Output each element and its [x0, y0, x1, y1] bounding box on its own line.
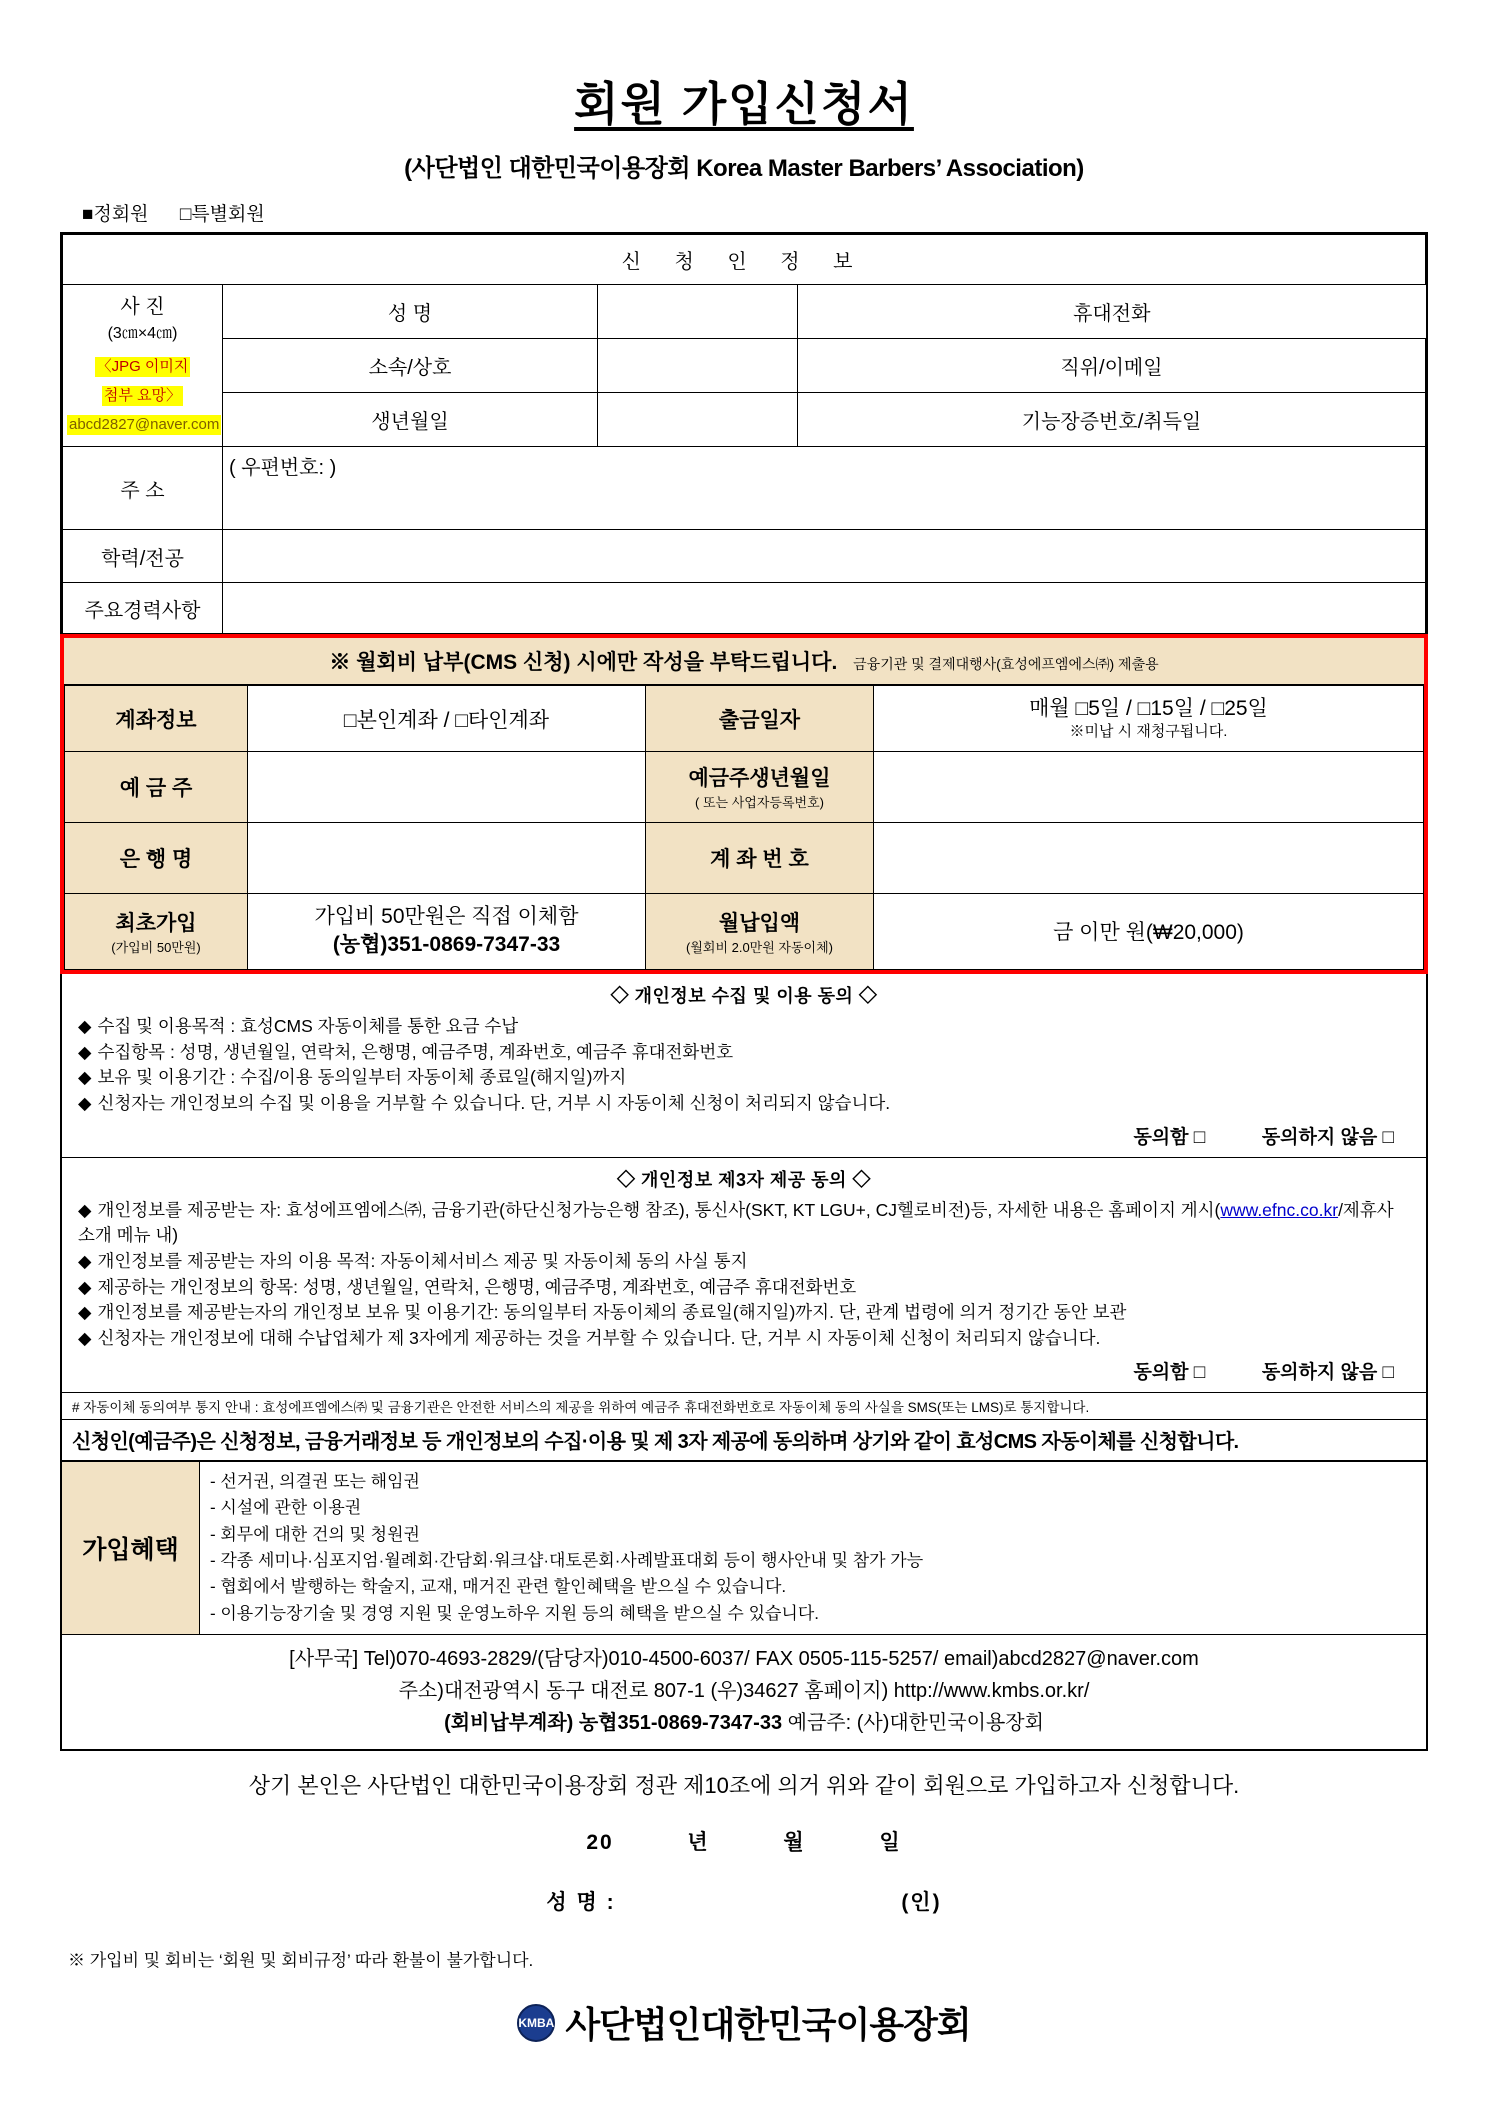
holder-birth-sub: ( 또는 사업자등록번호)	[695, 795, 824, 811]
monthly-sub: (월회비 2.0만원 자동이체)	[686, 939, 833, 955]
applicant-section-title: 신 청 인 정 보	[63, 235, 1426, 285]
declaration-text: 신청인(예금주)은 신청정보, 금융거래정보 등 개인정보의 수집·이용 및 제 3자 제공에 동의하며 상기와 같이 효성CMS 자동이체를 신청합니다.	[60, 1420, 1428, 1461]
consent1-item: ◆ 신청자는 개인정보의 수집 및 이용을 거부할 수 있습니다. 단, 거부 시 자동이체 신청이 처리되지 않습니다.	[78, 1093, 891, 1114]
page-title: 회원 가입신청서	[574, 78, 914, 130]
signature-line	[60, 1886, 1428, 1916]
sms-notice: # 자동이체 동의여부 통지 안내 : 효성에프엠에스㈜ 및 금융기관은 안전한 서비스의 제공을 위하여 예금주 휴대전화번호로 자동이체 동의 사실을 SMS(또는 LMS)로 통지합니다.	[60, 1393, 1428, 1420]
cms-value-first-join	[248, 893, 646, 969]
monthly-text: 월납입액	[718, 911, 801, 935]
closing-statement: 상기 본인은 사단법인 대한민국이용장회 정관 제10조에 의거 위와 같이 회원으로 가입하고자 신청합니다.	[248, 1773, 1240, 1799]
cms-label-account-info: 계좌정보	[65, 686, 248, 752]
cms-label-account-no: 계 좌 번 호	[646, 822, 874, 893]
checkbox-regular-member[interactable]: ■정회원	[82, 204, 149, 225]
benefits-list	[200, 1462, 1428, 1635]
benefit-item: - 회무에 대한 건의 및 청원권	[210, 1524, 420, 1544]
member-type-row	[60, 199, 1428, 226]
field-label-birthdate: 생년월일	[223, 393, 598, 447]
cms-label-holder: 예 금 주	[65, 751, 248, 822]
field-value-birthdate[interactable]	[598, 393, 798, 447]
cms-label-holder-birth	[646, 751, 874, 822]
field-value-affiliation[interactable]	[598, 339, 798, 393]
holder-birth-text: 예금주생년월일	[688, 767, 831, 791]
cms-notice-sub: 금융기관 및 결제대행사(효성에프엠에스㈜) 제출용	[853, 656, 1159, 673]
consent2-agree-checkbox[interactable]: 동의함 □	[1133, 1362, 1206, 1384]
field-label-career: 주요경력사항	[63, 583, 223, 634]
first-join-line2: (농협)351-0869-7347-33	[332, 933, 561, 957]
cms-notice	[64, 638, 1424, 685]
benefits-table	[60, 1461, 1428, 1635]
cms-value-bank[interactable]	[248, 822, 646, 893]
cms-value-holder[interactable]	[248, 751, 646, 822]
cms-label-bank: 은 행 명	[65, 822, 248, 893]
consent2-item: ◆ 개인정보를 제공받는 자의 이용 목적: 자동이체서비스 제공 및 자동이체 동의 사실 통지	[78, 1250, 748, 1271]
photo-note-line1: 〈JPG 이미지	[95, 357, 191, 377]
consent2-item: ◆ 개인정보를 제공받는자의 개인정보 보유 및 이용기간: 동의일부터 자동이체의 종료일(해지일)까지. 단, 관계 법령에 의거 정기간 동안 보관	[78, 1302, 1127, 1323]
field-label-name: 성 명	[223, 285, 598, 339]
field-value-address[interactable]: ( 우편번호: )	[223, 447, 1426, 530]
seal-mark: (인)	[901, 1891, 942, 1915]
signature-label: 성 명 :	[546, 1891, 616, 1915]
field-label-license: 기능장증번호/취득일	[798, 393, 1426, 447]
benefit-item: - 시설에 관한 이용권	[210, 1498, 362, 1518]
cms-value-holder-birth[interactable]	[874, 751, 1424, 822]
date-year-label: 년	[687, 1831, 710, 1855]
benefit-item: - 이용기능장기술 및 경영 지원 및 운영노하우 지원 등의 혜택을 받으실 수 있습니다.	[210, 1603, 819, 1623]
cms-value-account-info[interactable]: □본인계좌 / □타인계좌	[248, 686, 646, 752]
cms-label-withdraw-day: 출금일자	[646, 686, 874, 752]
office-info	[60, 1635, 1428, 1751]
field-label-education: 학력/전공	[63, 530, 223, 583]
cms-value-monthly: 금 이만 원(₩20,000)	[874, 893, 1424, 969]
benefit-item: - 선거권, 의결권 또는 해임권	[210, 1472, 420, 1492]
field-value-education[interactable]	[223, 530, 1426, 583]
consent2-title: ◇ 개인정보 제3자 제공 동의 ◇	[617, 1170, 871, 1191]
office-account-rest: 예금주: (사)대한민국이용장회	[782, 1712, 1044, 1735]
photo-cell	[63, 285, 223, 447]
photo-size: (3㎝×4㎝)	[107, 325, 178, 342]
checkbox-special-member[interactable]: □특별회원	[179, 204, 265, 225]
field-label-position-email: 직위/이메일	[798, 339, 1426, 393]
cms-section	[60, 634, 1428, 973]
office-line-1: [사무국] Tel)070-4693-2829/(담당자)010-4500-6037/ FAX 0505-115-5257/ email)abcd2827@naver.com	[289, 1648, 1199, 1671]
benefits-label: 가입혜택	[61, 1462, 200, 1635]
consent2-item: ◆ 개인정보를 제공받는 자: 효성에프엠에스㈜, 금융기관(하단신청가능은행 참조), 통신사(SKT, KT LGU+, CJ헬로비전)등, 자세한 내용은 홈페이지 게시(www.efnc.co.kr/제휴사 소개 메뉴 내)	[78, 1200, 1394, 1245]
cms-value-account-no[interactable]	[874, 822, 1424, 893]
consent1-item: ◆ 수집 및 이용목적 : 효성CMS 자동이체를 통한 요금 수납	[78, 1015, 519, 1036]
consent1-agree-checkbox[interactable]: 동의함 □	[1133, 1127, 1206, 1149]
consent1-item: ◆ 보유 및 이용기간 : 수집/이용 동의일부터 자동이체 종료일(해지일)까지	[78, 1067, 627, 1088]
applicant-info-table	[60, 232, 1428, 636]
consent1-disagree-checkbox[interactable]: 동의하지 않음 □	[1261, 1127, 1394, 1149]
cms-value-withdraw-day[interactable]	[874, 686, 1424, 752]
field-label-affiliation: 소속/상호	[223, 339, 598, 393]
efnc-link[interactable]: www.efnc.co.kr	[1220, 1200, 1339, 1221]
photo-email: abcd2827@naver.com	[67, 415, 221, 435]
benefit-item: - 협회에서 발행하는 학술지, 교재, 매거진 관련 할인혜택을 받으실 수 있습니다.	[210, 1577, 787, 1597]
page-subtitle: (사단법인 대한민국이용장회 Korea Master Barbers’ Association)	[404, 155, 1084, 182]
refund-footnote: ※ 가입비 및 회비는 ‘회원 및 회비규정’ 따라 환불이 불가합니다.	[68, 1951, 534, 1971]
association-logo-icon: KMBA	[517, 2004, 555, 2042]
first-join-text: 최초가입	[115, 911, 197, 935]
date-day-label: 일	[879, 1831, 902, 1855]
field-value-career[interactable]	[223, 583, 1426, 634]
field-label-mobile: 휴대전화	[798, 285, 1426, 339]
office-line-2: 주소)대전광역시 동구 대전로 807-1 (우)34627 홈페이지) http://www.kmbs.or.kr/	[398, 1680, 1090, 1703]
consent1-item: ◆ 수집항목 : 성명, 생년월일, 연락처, 은행명, 예금주명, 계좌번호, 예금주 휴대전화번호	[78, 1041, 734, 1062]
association-logo-text: 사단법인대한민국이용장회	[565, 2004, 971, 2046]
field-value-name[interactable]	[598, 285, 798, 339]
photo-note-line2: 첨부 요망〉	[102, 386, 183, 406]
consent2-disagree-checkbox[interactable]: 동의하지 않음 □	[1261, 1362, 1394, 1384]
consent1-agree-row	[74, 1122, 1414, 1149]
cms-notice-text: ※ 월회비 납부(CMS 신청) 시에만 작성을 부탁드립니다.	[329, 651, 838, 675]
withdraw-day-note: ※미납 시 재청구됩니다.	[1069, 723, 1228, 741]
consent2-item: ◆ 제공하는 개인정보의 항목: 성명, 생년월일, 연락처, 은행명, 예금주명, 계좌번호, 예금주 휴대전화번호	[78, 1276, 857, 1297]
date-month-label: 월	[783, 1831, 806, 1855]
first-join-line1: 가입비 50만원은 직접 이체함	[314, 904, 579, 928]
first-join-sub: (가입비 50만원)	[111, 939, 201, 955]
benefit-item: - 각종 세미나·심포지엄·월례회·간담회·워크샵·대토론회·사례발표대회 등이 행사안내 및 참가 가능	[210, 1551, 924, 1571]
consent1-title: ◇ 개인정보 수집 및 이용 동의 ◇	[610, 985, 878, 1006]
office-line-3	[66, 1707, 1422, 1739]
consent-collection-section	[60, 974, 1428, 1158]
cms-label-monthly	[646, 893, 874, 969]
date-line	[60, 1826, 1428, 1856]
cms-label-first-join	[65, 893, 248, 969]
consent-thirdparty-section	[60, 1158, 1428, 1393]
withdraw-day-options[interactable]: 매월 □5일 / □15일 / □25일	[1029, 697, 1268, 721]
association-logo-row	[60, 1997, 1428, 2048]
date-year-value[interactable]: 20	[586, 1831, 614, 1855]
consent2-agree-row	[74, 1357, 1414, 1384]
photo-label: 사 진	[120, 296, 165, 318]
office-account-bold: (회비납부계좌) 농협351-0869-7347-33	[444, 1712, 783, 1735]
consent2-item: ◆ 신청자는 개인정보에 대해 수납업체가 제 3자에게 제공하는 것을 거부할 수 있습니다. 단, 거부 시 자동이체 신청이 처리되지 않습니다.	[78, 1328, 1101, 1349]
field-label-address: 주 소	[63, 447, 223, 530]
